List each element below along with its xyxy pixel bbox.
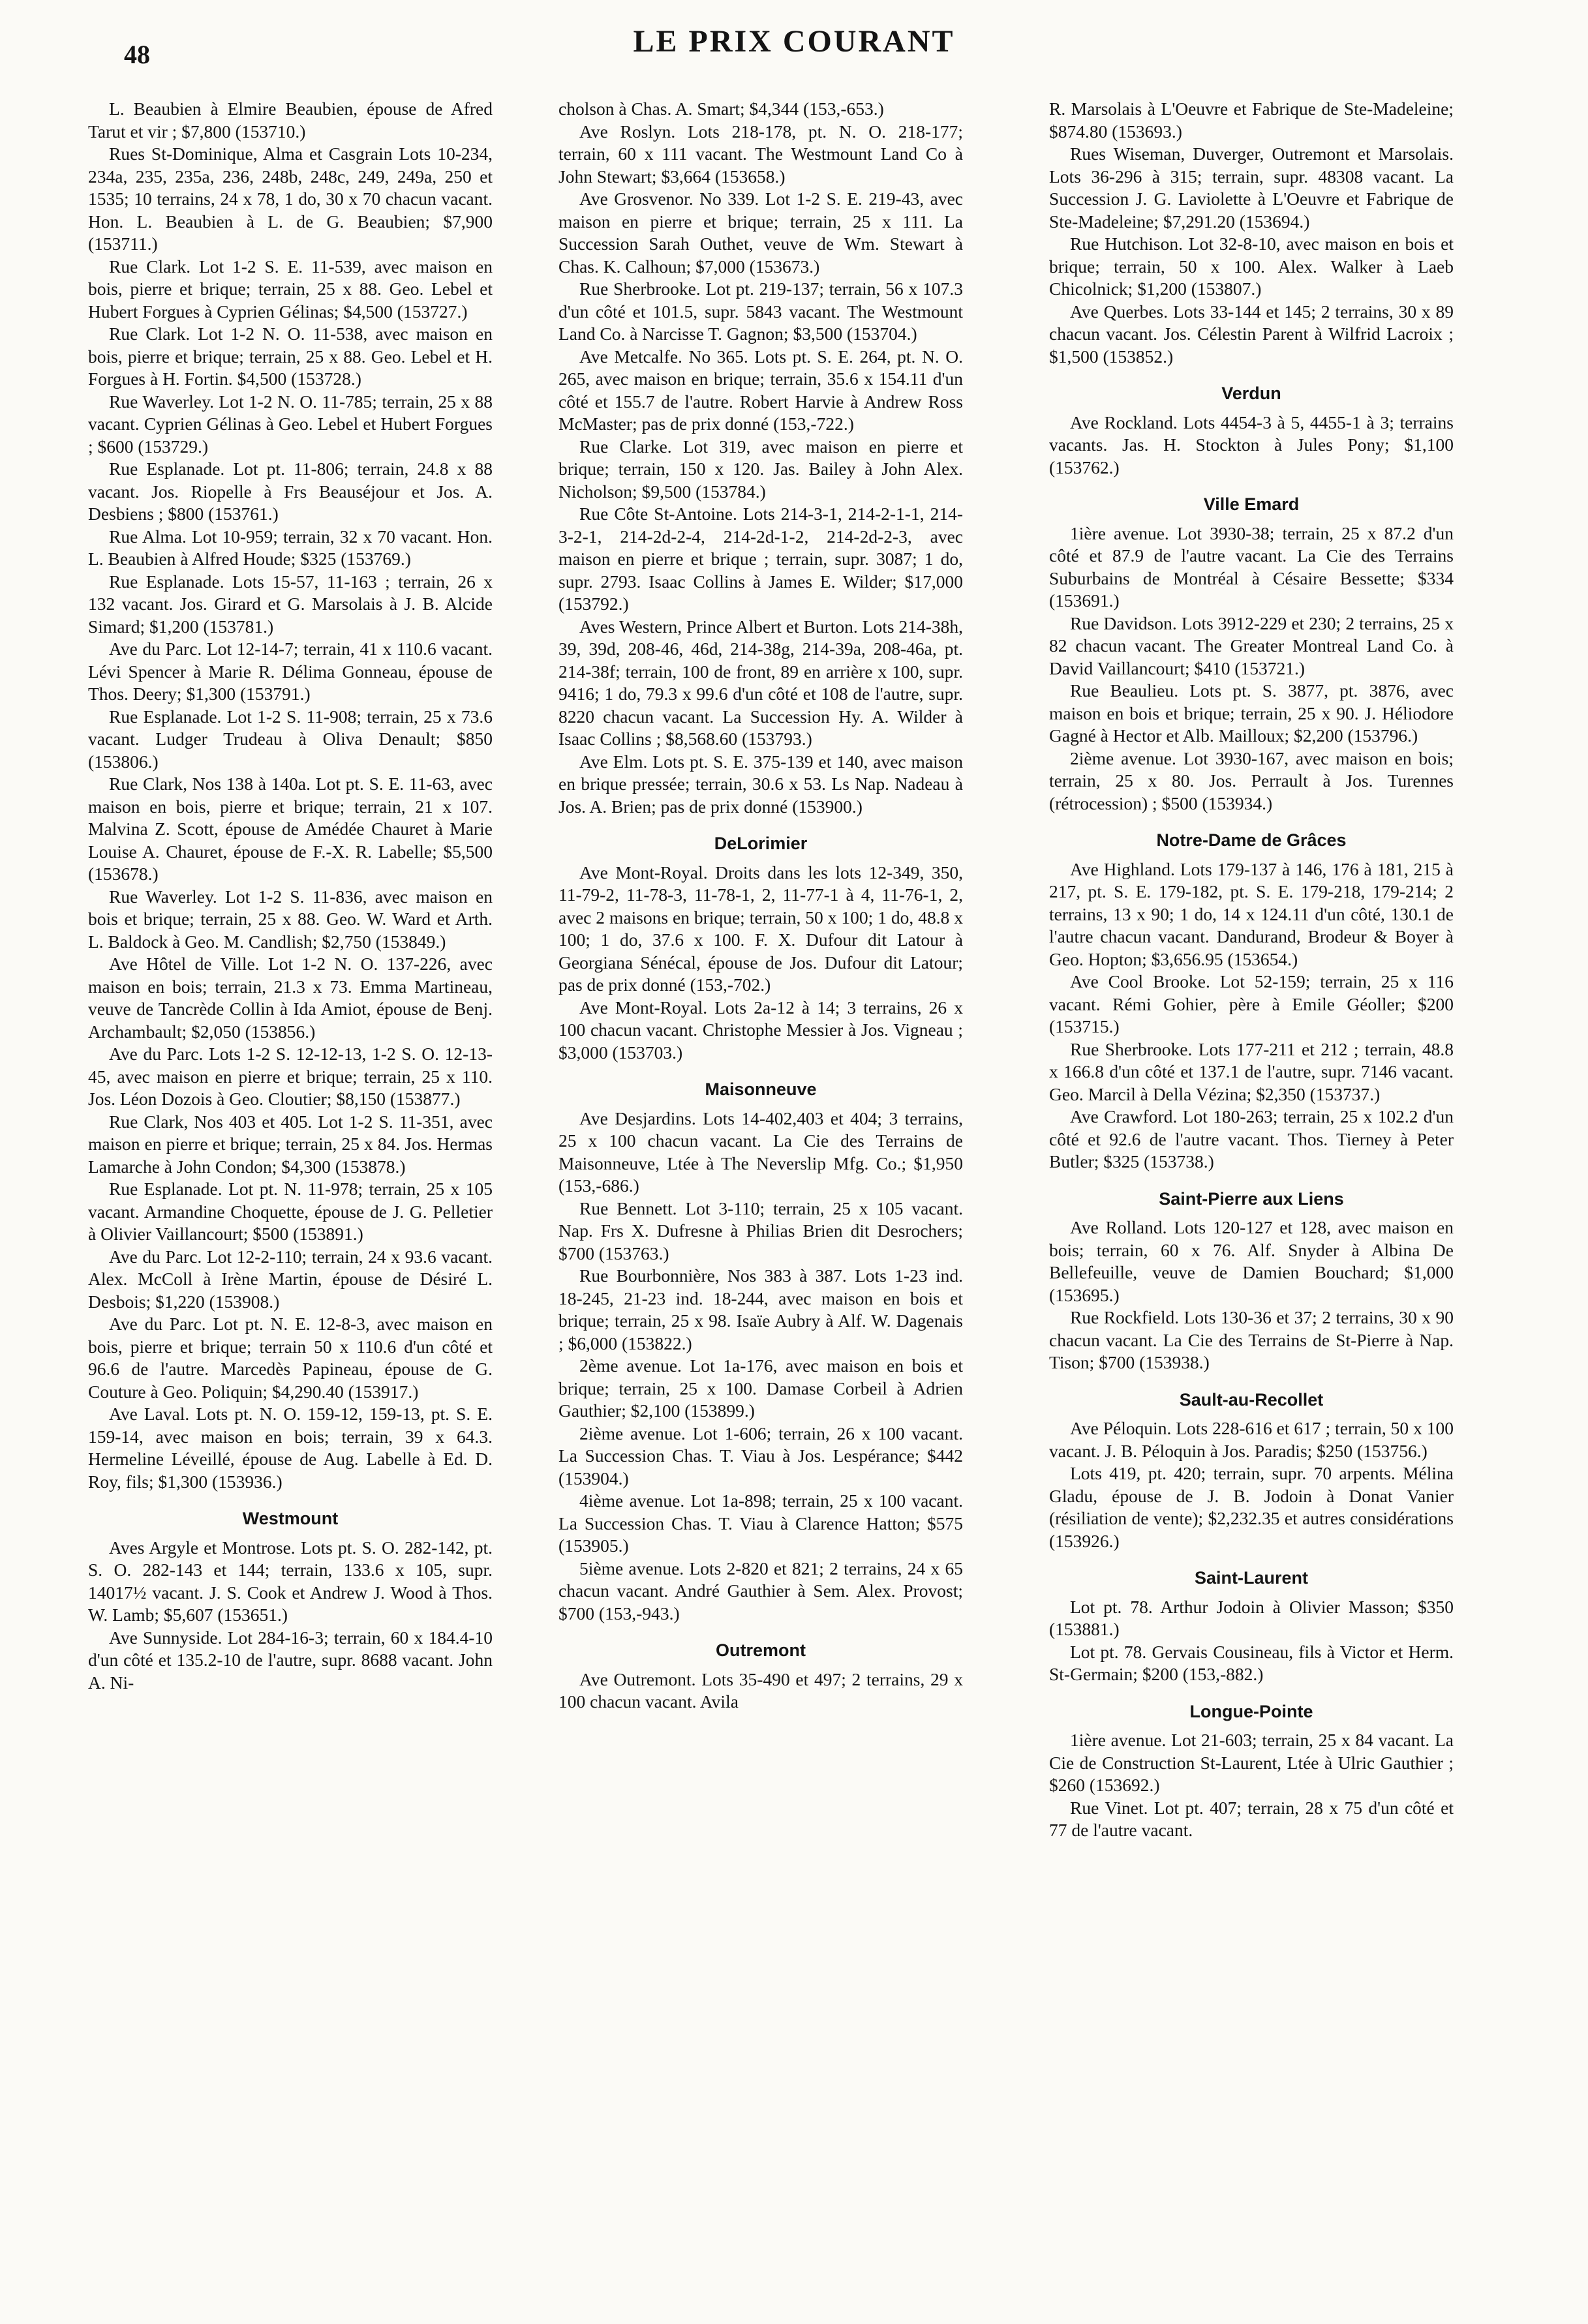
section-heading: Westmount <box>242 1509 339 1528</box>
transaction-entry: Ave Cool Brooke. Lot 52-159; terrain, 25 x 116 vacant. Rémi Gohier, père à Emile Géoller; $200 (153715.) <box>1049 971 1454 1036</box>
transaction-entry: Ave Hôtel de Ville. Lot 1-2 N. O. 137-226, avec maison en bois; terrain, 21.3 x 73. Emma Martineau, veuve de Tancrède Collin à Ida Amiot, épouse de Benj. Archambault; $2,050 (153856.) <box>88 954 493 1042</box>
transaction-entry: Ave Querbes. Lots 33-144 et 145; 2 terrains, 30 x 89 chacun vacant. Jos. Célestin Parent à Wilfrid Lacroix ; $1,500 (153852.) <box>1049 301 1454 367</box>
transaction-entry: Lot pt. 78. Arthur Jodoin à Olivier Masson; $350 (153881.) <box>1049 1596 1454 1639</box>
transaction-entry: Ave Metcalfe. No 365. Lots pt. S. E. 264, pt. N. O. 265, avec maison en brique; terrain, 35.6 x 154.11 d'un côté et 155.7 de l'autre. Robert Harvie à Andrew Ross McMaster; pas de prix donné (153,-722.) <box>558 346 963 434</box>
section-heading: Sault-au-Recollet <box>1179 1389 1324 1410</box>
transaction-entry: Rue Rockfield. Lots 130-36 et 37; 2 terrains, 30 x 90 chacun vacant. La Cie des Terrains de St-Pierre à Nap. Tison; $700 (153938.) <box>1049 1307 1454 1372</box>
transaction-entry: Rue Esplanade. Lot pt. 11-806; terrain, 24.8 x 88 vacant. Jos. Riopelle à Frs Beauséjour et Jos. A. Desbiens ; $800 (153761.) <box>88 459 493 524</box>
section-heading: Notre-Dame de Grâces <box>1156 830 1347 850</box>
running-title: LE PRIX COURANT <box>633 24 955 59</box>
transaction-entry: Rue Hutchison. Lot 32-8-10, avec maison en bois et brique; terrain, 50 x 100. Alex. Walker à Laeb Chicolnick; $1,200 (153807.) <box>1049 234 1454 299</box>
transaction-entry: Lots 419, pt. 420; terrain, supr. 70 arpents. Mélina Gladu, épouse de J. B. Jodoin à Donat Vanier (résiliation de vente); $2,232.35 et autres considérations (153926.) <box>1049 1463 1454 1551</box>
transaction-entry: Ave du Parc. Lot 12-2-110; terrain, 24 x 93.6 vacant. Alex. McColl à Irène Martin, épouse de Désiré L. Desbois; $1,220 (153908.) <box>88 1246 493 1312</box>
transaction-entry: Ave Crawford. Lot 180-263; terrain, 25 x 102.2 d'un côté et 92.6 de l'autre vacant. Thos. Tierney à Peter Butler; $325 (153738.) <box>1049 1106 1454 1171</box>
transaction-entry: Ave Laval. Lots pt. N. O. 159-12, 159-13, pt. S. E. 159-14, avec maison en bois; terrain, 39 x 64.3. Hermeline Léveillé, épouse de Aug. Labelle à Ed. D. Roy, fils; $1,300 (153936.) <box>88 1404 493 1492</box>
section-heading: Verdun <box>1221 384 1281 403</box>
transaction-entry: Rue Waverley. Lot 1-2 N. O. 11-785; terrain, 25 x 88 vacant. Cyprien Gélinas à Geo. Lebel et Hubert Forgues ; $600 (153729.) <box>88 391 493 457</box>
section-heading: DeLorimier <box>714 834 808 853</box>
transaction-entry: Rues Wiseman, Duverger, Outremont et Marsolais. Lots 36-296 à 315; terrain, supr. 48308 vacant. La Succession J. G. Laviolette à L'Oeuvre et Fabrique de Ste-Madeleine; $7,291.20 (153694.) <box>1049 143 1454 232</box>
section-heading: Maisonneuve <box>705 1079 817 1099</box>
transaction-entry: 4ième avenue. Lot 1a-898; terrain, 25 x 100 vacant. La Succession Chas. T. Viau à Clarence Hatton; $575 (153905.) <box>558 1490 963 1556</box>
transaction-entry: Rue Vinet. Lot pt. 407; terrain, 28 x 75 d'un côté et 77 de l'autre vacant. <box>1049 1797 1454 1840</box>
transaction-entry: 2ième avenue. Lot 3930-167, avec maison en bois; terrain, 25 x 80. Jos. Perrault à Jos. Turennes (rétrocession) ; $500 (153934.) <box>1049 747 1454 813</box>
transaction-entry: Rue Bennett. Lot 3-110; terrain, 25 x 105 vacant. Nap. Frs X. Dufresne à Philias Brien dit Desrochers; $700 (153763.) <box>558 1198 963 1263</box>
transaction-entry: Rue Alma. Lot 10-959; terrain, 32 x 70 vacant. Hon. L. Beaubien à Alfred Houde; $325 (153769.) <box>88 526 493 569</box>
transaction-entry: Rue Clark, Nos 138 à 140a. Lot pt. S. E. 11-63, avec maison en bois, pierre et brique; terrain, 21 x 107. Malvina Z. Scott, épouse de Amédée Chauret à Marie Louise A. Chauret, épouse de F.-X. R. Labelle; $5,500 (153678.) <box>88 774 493 884</box>
transaction-entry: Rue Beaulieu. Lots pt. S. 3877, pt. 3876, avec maison en bois et brique; terrain, 25 x 90. J. Héliodore Gagné à Hector et Alb. Mailloux; $2,200 (153796.) <box>1049 680 1454 746</box>
transaction-entry: Ave du Parc. Lot pt. N. E. 12-8-3, avec maison en bois, pierre et brique; terrain 50 x 110.6 d'un côté et 96.6 de l'autre. Marcedès Papineau, épouse de G. Couture à Geo. Poliquin; $4,290.40 (153917.) <box>88 1314 493 1402</box>
transaction-entry: Ave du Parc. Lots 1-2 S. 12-12-13, 1-2 S. O. 12-13-45, avec maison en pierre et brique; terrain, 25 x 110. Jos. Léon Dozois à Geo. Cloutier; $8,150 (153877.) <box>88 1044 493 1109</box>
transaction-entry: Lot pt. 78. Gervais Cousineau, fils à Victor et Herm. St-Germain; $200 (153,-882.) <box>1049 1641 1454 1684</box>
transaction-entry: 5ième avenue. Lots 2-820 et 821; 2 terrains, 24 x 65 chacun vacant. André Gauthier à Sem. Alex. Provost; $700 (153,-943.) <box>558 1558 963 1623</box>
transaction-entry: Rue Sherbrooke. Lots 177-211 et 212 ; terrain, 48.8 x 166.8 d'un côté et 137.1 de l'autre, supr. 7146 vacant. Geo. Marcil à Della Vézina; $2,350 (153737.) <box>1049 1038 1454 1104</box>
section-heading: Ville Emard <box>1203 494 1300 514</box>
section-heading: Saint-Laurent <box>1194 1568 1308 1588</box>
transaction-entry: Ave Mont-Royal. Lots 2a-12 à 14; 3 terrains, 26 x 100 chacun vacant. Christophe Messier à Jos. Vigneau ; $3,000 (153703.) <box>558 997 963 1063</box>
transaction-entry: R. Marsolais à L'Oeuvre et Fabrique de Ste-Madeleine; $874.80 (153693.) <box>1049 98 1454 142</box>
transaction-entry: Ave Outremont. Lots 35-490 et 497; 2 terrains, 29 x 100 chacun vacant. Avila <box>558 1668 963 1712</box>
transaction-entry: Rue Clark. Lot 1-2 N. O. 11-538, avec maison en bois, pierre et brique; terrain, 25 x 88. Geo. Lebel et H. Forgues à H. Fortin. $4,500 (153728.) <box>88 324 493 389</box>
section-heading: Outremont <box>716 1640 806 1660</box>
transaction-entry: Rue Waverley. Lot 1-2 S. 11-836, avec maison en bois et brique; terrain, 25 x 88. Geo. W. Ward et Arth. L. Baldock à Geo. M. Candlish; $2,750 (153849.) <box>88 886 493 952</box>
transaction-entry: Ave Péloquin. Lots 228-616 et 617 ; terrain, 50 x 100 vacant. J. B. Péloquin à Jos. Paradis; $250 (153756.) <box>1049 1418 1454 1461</box>
transaction-entry: Rue Clark, Nos 403 et 405. Lot 1-2 S. 11-351, avec maison en pierre et brique; terrain, 25 x 84. Jos. Hermas Lamarche à John Condon; $4,300 (153878.) <box>88 1111 493 1177</box>
transaction-entry: Ave Elm. Lots pt. S. E. 375-139 et 140, avec maison en brique pressée; terrain, 30.6 x 53. Ls Nap. Nadeau à Jos. A. Brien; pas de prix donné (153900.) <box>558 751 963 817</box>
transaction-entry: 2ième avenue. Lot 1-606; terrain, 26 x 100 vacant. La Succession Chas. T. Viau à Jos. Lespérance; $442 (153904.) <box>558 1423 963 1488</box>
transaction-entry: Rue Sherbrooke. Lot pt. 219-137; terrain, 56 x 107.3 d'un côté et 101.5, supr. 5843 vacant. The Westmount Land Co. à Narcisse T. Gagnon; $3,500 (153704.) <box>558 279 963 344</box>
transaction-entry: Rue Côte St-Antoine. Lots 214-3-1, 214-2-1-1, 214-3-2-1, 214-2d-2-4, 214-2d-1-2, 214-2d-2-3, avec maison en pierre et brique ; terrain, supr. 3087; 1 do, supr. 2793. Isaac Collins à James E. Wilder; $17,000 (153792.) <box>558 504 963 614</box>
transaction-entry: Rue Esplanade. Lots 15-57, 11-163 ; terrain, 26 x 132 vacant. Jos. Girard et G. Marsolais à J. B. Alcide Simard; $1,200 (153781.) <box>88 571 493 637</box>
transaction-entry: 2ème avenue. Lot 1a-176, avec maison en bois et brique; terrain, 25 x 100. Damase Corbeil à Adrien Gauthier; $2,100 (153899.) <box>558 1355 963 1421</box>
transaction-entry: Rue Esplanade. Lot pt. N. 11-978; terrain, 25 x 105 vacant. Armandine Choquette, épouse de J. G. Pelletier à Olivier Vaillancourt; $500 (153891.) <box>88 1179 493 1244</box>
transaction-entry: Ave Sunnyside. Lot 284-16-3; terrain, 60 x 184.4-10 d'un côté et 135.2-10 de l'autre, supr. 8688 vacant. John A. Ni- <box>88 1627 493 1693</box>
transaction-entry: Rues St-Dominique, Alma et Casgrain Lots 10-234, 234a, 235, 235a, 236, 248b, 248c, 249, 249a, 250 et 1535; 10 terrains, 24 x 78, 1 do, 30 x 70 chacun vacant. Hon. L. Beaubien à L. de G. Beaubien; $7,900 (153711.) <box>88 143 493 254</box>
page-number: 48 <box>124 40 150 69</box>
section-heading: Saint-Pierre aux Liens <box>1159 1188 1344 1209</box>
transaction-entry: Ave Grosvenor. No 339. Lot 1-2 S. E. 219-43, avec maison en pierre et brique; terrain, 25 x 111. La Succession Sarah Outhet, veuve de Wm. Stewart à Chas. K. Calhoun; $7,000 (153673.) <box>558 189 963 277</box>
transaction-entry: Ave Roslyn. Lots 218-178, pt. N. O. 218-177; terrain, 60 x 111 vacant. The Westmount Land Co à John Stewart; $3,664 (153658.) <box>558 121 963 187</box>
transaction-entry: Rue Clark. Lot 1-2 S. E. 11-539, avec maison en bois, pierre et brique; terrain, 25 x 88. Geo. Lebel et Hubert Forgues à Cyprien Gélinas; $4,500 (153727.) <box>88 256 493 322</box>
transaction-entry: Rue Davidson. Lots 3912-229 et 230; 2 terrains, 25 x 82 chacun vacant. The Greater Montreal Land Co. à David Vaillancourt; $410 (153721.) <box>1049 612 1454 678</box>
transaction-entry: Aves Argyle et Montrose. Lots pt. S. O. 282-142, pt. S. O. 282-143 et 144; terrain, 133.6 x 105, supr. 14017½ vacant. J. S. Cook et Andrew J. Wood à Thos. W. Lamb; $5,607 (153651.) <box>88 1537 493 1625</box>
transaction-entry: Ave Rockland. Lots 4454-3 à 5, 4455-1 à 3; terrains vacants. Jas. H. Stockton à Jules Pony; $1,100 (153762.) <box>1049 412 1454 477</box>
transaction-entry: Ave Rolland. Lots 120-127 et 128, avec maison en bois; terrain, 60 x 76. Alf. Snyder à Albina De Bellefeuille, veuve de Damien Bouchard; $1,000 (153695.) <box>1049 1217 1454 1305</box>
transaction-entry: Rue Bourbonnière, Nos 383 à 387. Lots 1-23 ind. 18-245, 21-23 ind. 18-244, avec maison en bois et brique; terrain, 25 x 98. Isaïe Aubry à Alf. W. Dagenais ; $6,000 (153822.) <box>558 1265 963 1353</box>
section-heading: Longue-Pointe <box>1189 1701 1313 1721</box>
transaction-entry: cholson à Chas. A. Smart; $4,344 (153,-653.) <box>558 98 884 119</box>
transaction-entry: L. Beaubien à Elmire Beaubien, épouse de Afred Tarut et vir ; $7,800 (153710.) <box>88 98 493 142</box>
transaction-entry: Ave Highland. Lots 179-137 à 146, 176 à 181, 215 à 217, pt. S. E. 179-182, pt. S. E. 179-218, 179-214; 2 terrains, 13 x 90; 1 do, 14 x 124.11 d'un côté, 130.1 de l'autre chacun vacant. Dandurand, Brodeur & Boyer à Geo. Hopton; $3,656.95 (153654.) <box>1049 858 1454 969</box>
transaction-entry: Ave Desjardins. Lots 14-402,403 et 404; 3 terrains, 25 x 100 chacun vacant. La Cie des Terrains de Maisonneuve, Ltée à The Neverslip Mfg. Co.; $1,950 (153,-686.) <box>558 1108 963 1196</box>
transaction-entry: Rue Esplanade. Lot 1-2 S. 11-908; terrain, 25 x 73.6 vacant. Ludger Trudeau à Oliva Denault; $850 (153806.) <box>88 706 493 772</box>
transaction-entry: Ave du Parc. Lot 12-14-7; terrain, 41 x 110.6 vacant. Lévi Spencer à Marie R. Délima Gonneau, épouse de Thos. Deery; $1,300 (153791.) <box>88 639 493 704</box>
transaction-entry: 1ière avenue. Lot 3930-38; terrain, 25 x 87.2 d'un côté et 87.9 de l'autre vacant. La Cie des Terrains Suburbains de Montréal à Césaire Bessette; $334 (153691.) <box>1049 522 1454 611</box>
column-1 <box>88 98 493 1694</box>
transaction-entry: Aves Western, Prince Albert et Burton. Lots 214-38h, 39, 39d, 208-46, 46d, 214-38g, 214-39a, 208-46a, pt. 214-38f; terrain, 100 de front, 89 en arrière x 100, supr. 9416; 1 do, 79.3 x 99.6 d'un côté et 108 de l'autre, supr. 8220 chacun vacant. La Succession Hy. A. Wilder à Isaac Collins ; $8,568.60 (153793.) <box>558 616 963 749</box>
column-2 <box>558 98 963 1713</box>
transaction-entry: 1ière avenue. Lot 21-603; terrain, 25 x 84 vacant. La Cie de Construction St-Laurent, Ltée à Ulric Gauthier ; $260 (153692.) <box>1049 1730 1454 1795</box>
transaction-entry: Rue Clarke. Lot 319, avec maison en pierre et brique; terrain, 150 x 120. Jas. Bailey à John Alex. Nicholson; $9,500 (153784.) <box>558 436 963 502</box>
column-3 <box>1049 98 1454 1842</box>
transaction-entry: Ave Mont-Royal. Droits dans les lots 12-349, 350, 11-79-2, 11-78-3, 11-78-1, 2, 11-77-1 à 4, 11-76-1, 2, avec 2 maisons en brique; terrain, 50 x 100; 1 do, 48.8 x 100; 1 do, 37.6 x 100. F. X. Dufour dit Latour à Georgiana Sénécal, épouse de Jos. Dufour dit Latour; pas de prix donné (153,-702.) <box>558 862 963 995</box>
